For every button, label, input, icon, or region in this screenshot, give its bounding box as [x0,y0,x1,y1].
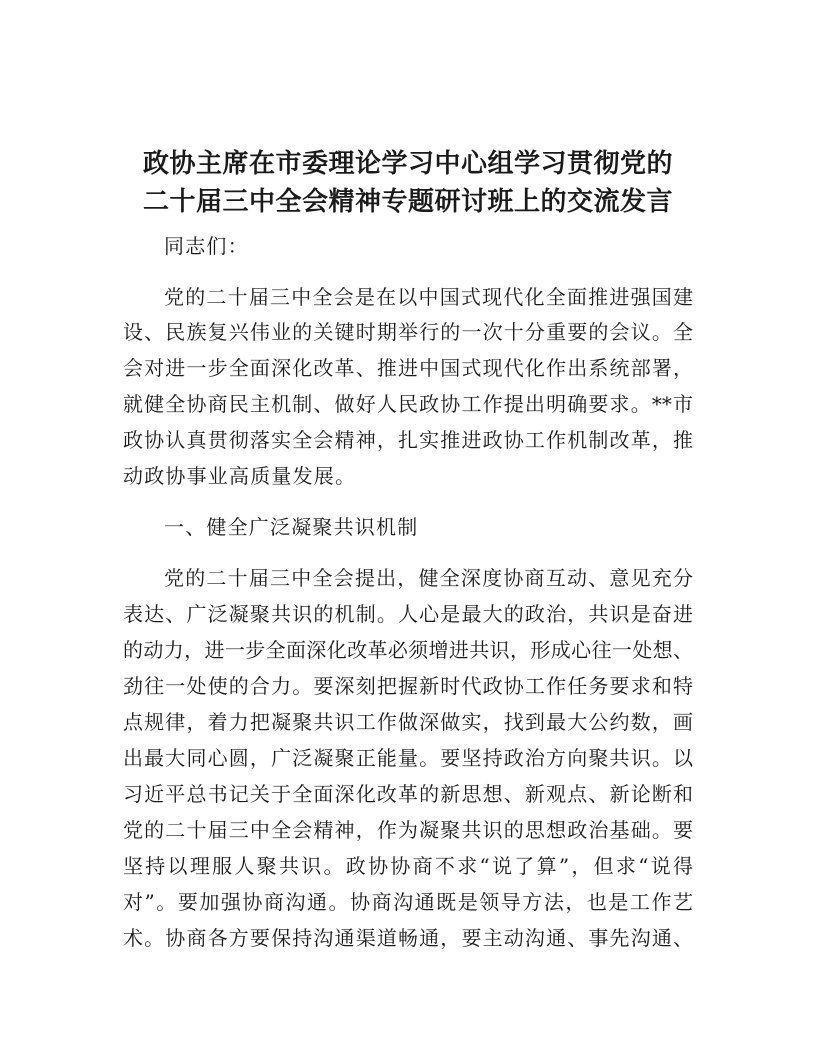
paragraph-line: 习近平总书记关于全面深化改革的新思想、新观点、新论断和 [123,782,693,806]
section-heading: 一、健全广泛凝聚共识机制 [164,515,419,539]
paragraph-line: 表达、广泛凝聚共识的机制。人心是最大的政治，共识是奋进 [123,602,693,626]
paragraph-line: 坚持以理服人聚共识。政协协商不求“说了算”，但求“说得 [123,854,693,878]
paragraph-line: 会对进一步全面深化改革、推进中国式现代化作出系统部署， [123,356,693,380]
paragraph-line: 党的二十届三中全会是在以中国式现代化全面推进强国建 [164,285,693,309]
paragraph-line: 党的二十届三中全会提出，健全深度协商互动、意见充分 [164,566,693,590]
document-title-line-2: 二十届三中全会精神专题研讨班上的交流发言 [142,187,673,217]
paragraph-line: 术。协商各方要保持沟通渠道畅通，要主动沟通、事先沟通、 [123,926,693,950]
salutation: 同志们： [164,234,249,258]
paragraph-line: 出最大同心圆，广泛凝聚正能量。要坚持政治方向聚共识。以 [123,746,693,770]
paragraph-line: 就健全协商民主机制、做好人民政协工作提出明确要求。**市 [123,392,693,416]
paragraph-line: 对”。要加强协商沟通。协商沟通既是领导方法，也是工作艺 [123,890,693,914]
paragraph-line: 点规律，着力把凝聚共识工作做深做实，找到最大公约数，画 [123,710,693,734]
document-title-line-1: 政协主席在市委理论学习中心组学习贯彻党的 [142,149,673,179]
paragraph-line: 劲往一处使的合力。要深刻把握新时代政协工作任务要求和特 [123,674,693,698]
paragraph-line: 党的二十届三中全会精神，作为凝聚共识的思想政治基础。要 [123,818,693,842]
paragraph-line: 政协认真贯彻落实全会精神，扎实推进政协工作机制改革，推 [123,428,693,452]
paragraph-line: 动政协事业高质量发展。 [123,464,357,488]
paragraph-line: 设、民族复兴伟业的关键时期举行的一次十分重要的会议。全 [123,320,693,344]
paragraph-line: 的动力，进一步全面深化改革必须增进共识，形成心往一处想、 [123,638,693,662]
